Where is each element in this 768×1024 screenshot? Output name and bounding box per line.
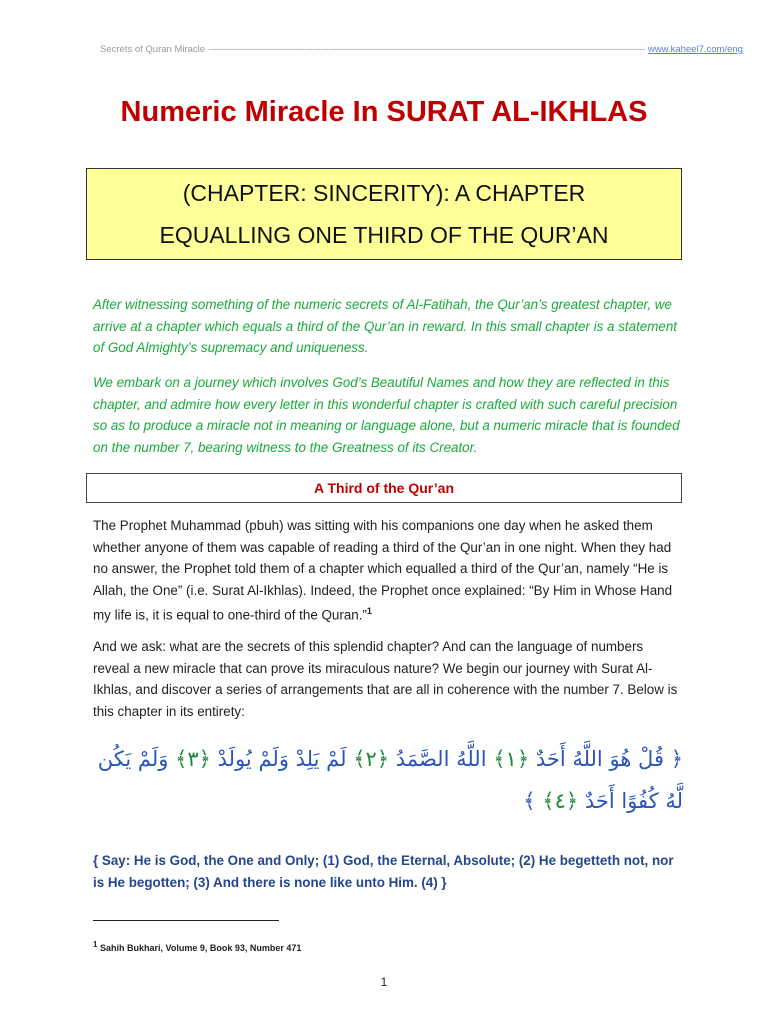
arabic-open-bracket: ﴿ [670, 747, 683, 771]
intro-paragraph-2: We embark on a journey which involves God’s Beautiful Names and how they are reflected in this chapter, and admire how every letter in this wonderful chapter is crafted with such careful precision so as to produce a miracle not in meaning or language alone, but a numeric miracle that is founded on the number 7, bearing witness to the Greatness of its Creator. [93, 375, 680, 455]
body-paragraph-1 [93, 515, 683, 626]
section-heading: A Third of the Qur’an [86, 473, 682, 503]
body-paragraph-1-text: The Prophet Muhammad (pbuh) was sitting with his companions one day when he asked them whether anyone of them was capable of reading a third of the Qur’an in one night. When they had no answer, the Prophet told them of a chapter which equalled a third of the Qur’an, namely “He is Allah, the One” (i.e. Surat Al-Ikhlas). Indeed, the Prophet once explained: “By Him in Whose Hand my life is, it is equal to one-third of the Quran.” [93, 518, 673, 623]
intro-paragraph-1: After witnessing something of the numeric secrets of Al-Fatihah, the Qur’an’s greatest chapter, we arrive at a chapter which equals a third of the Qur’an in reward. In this small chapter is a statement of God Almighty’s supremacy and uniqueness. [93, 297, 678, 355]
arabic-verse-2: اللَّهُ الصَّمَدُ [395, 747, 487, 771]
chapter-box-line-1: (CHAPTER: SINCERITY): A CHAPTER [182, 180, 586, 206]
chapter-box [86, 168, 682, 260]
arabic-verse-3: لَمْ يَلِدْ وَلَمْ يُولَدْ [217, 747, 347, 771]
footnote-number: 1 [93, 940, 98, 949]
page-title: Numeric Miracle In SURAT AL-IKHLAS [120, 96, 648, 128]
english-translation: { Say: He is God, the One and Only; (1) God, the Eternal, Absolute; (2) He begetteth not, nor is He begotten; (3) And there is none like unto Him. (4) } [93, 853, 674, 890]
footnote-text: Sahih Bukhari, Volume 9, Book 93, Number 471 [99, 943, 302, 953]
running-header [100, 44, 743, 55]
arabic-verse-1: قُلْ هُوَ اللَّهُ أَحَدٌ [535, 747, 664, 771]
verse-number-4: ﴿٤﴾ [542, 789, 579, 813]
website-link[interactable]: www.kaheel7.com/eng [647, 44, 743, 55]
chapter-box-line-2: EQUALLING ONE THIRD OF THE QUR’AN [159, 222, 609, 248]
verse-number-2: ﴿٢﴾ [353, 747, 390, 771]
arabic-close-bracket: ﴾ [523, 789, 536, 813]
footnote-divider [93, 920, 279, 921]
verse-number-3: ﴿٣﴾ [175, 747, 211, 771]
page-number: 1 [380, 975, 388, 989]
verse-number-1: ﴿١﴾ [493, 747, 530, 771]
body-paragraph-2: And we ask: what are the secrets of this splendid chapter? And can the language of numbers reveal a new miracle that can prove its miraculous nature? We begin our journey with Surat Al-Ikhlas, and discover a series of arrangements that are all in coherence with the number 7. Below is this chapter in its entirety: [93, 639, 678, 719]
footnote-reference[interactable]: 1 [366, 606, 372, 616]
running-header-title: Secrets of Quran Miracle [100, 44, 206, 55]
running-header-rule: -------------------------------------------------------------------------------------------------------------------------------------------------------------------- [208, 44, 645, 55]
arabic-verses [93, 738, 683, 822]
arabic-verse-4: وَلَمْ يَكُن لَّهُ كُفُوًا أَحَدٌ [97, 747, 683, 813]
footnote [93, 940, 683, 953]
